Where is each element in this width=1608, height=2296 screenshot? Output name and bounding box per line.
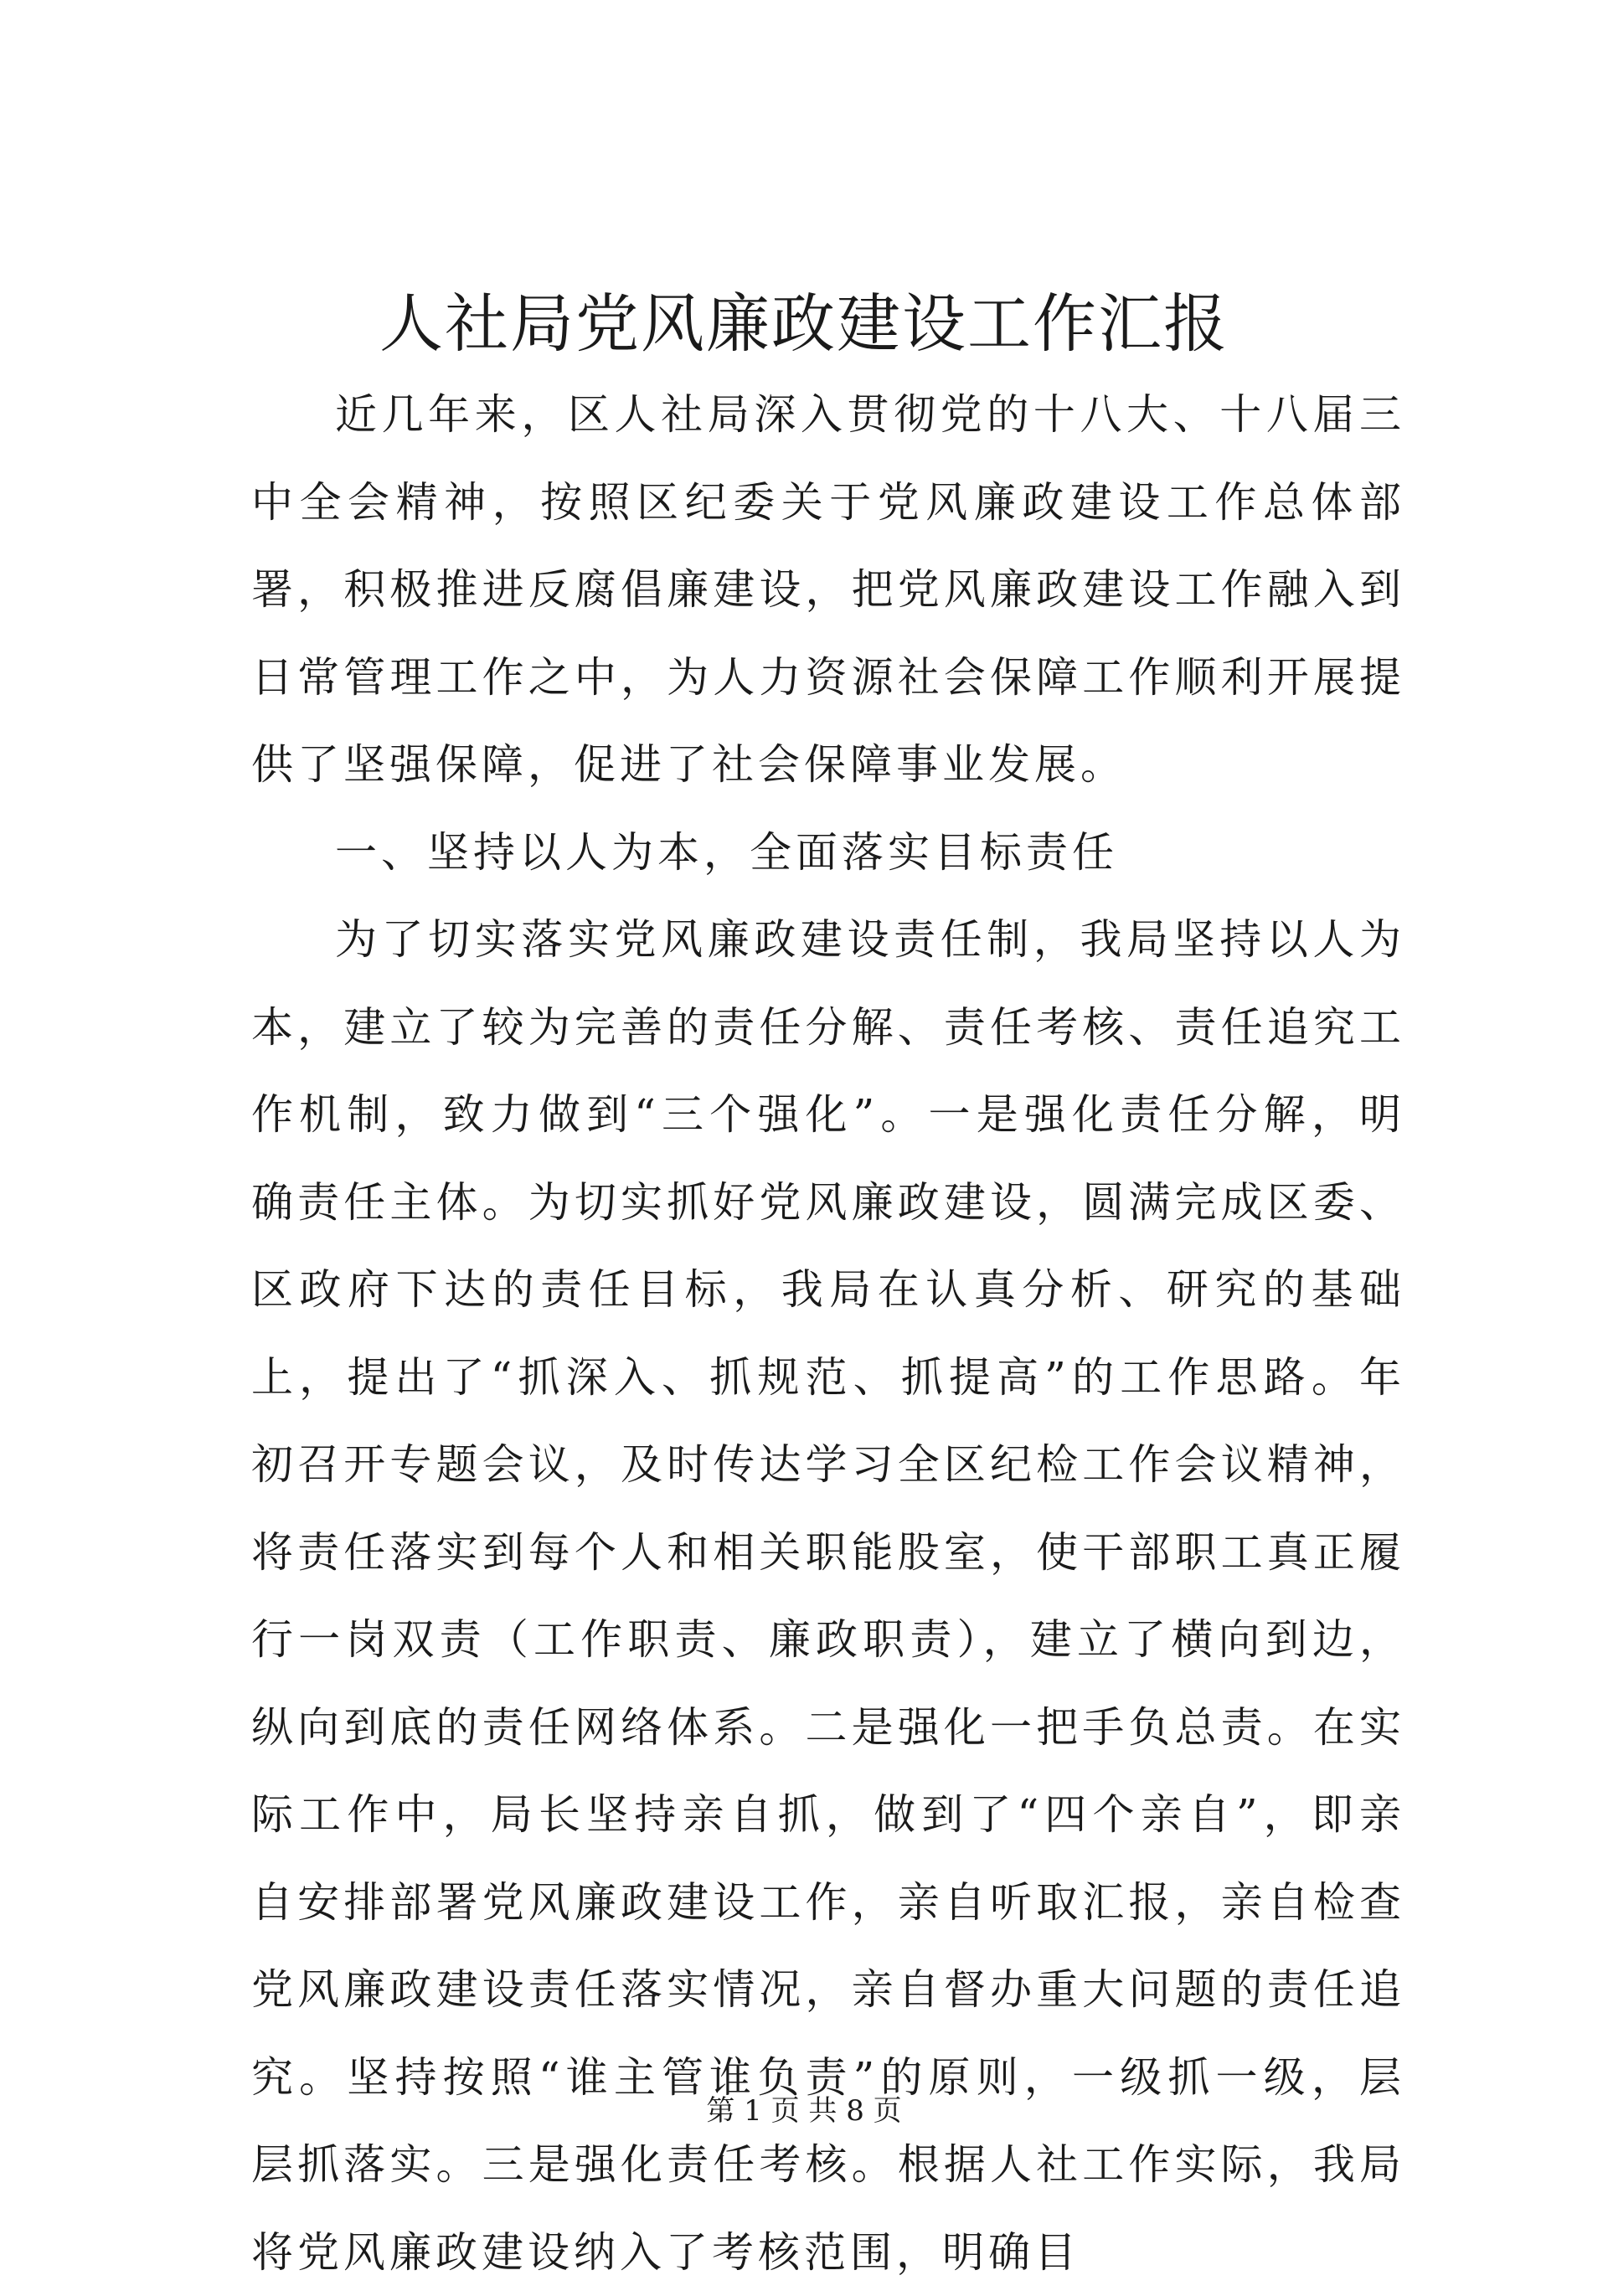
page-footer: 第 1 页 共 8 页 <box>706 2094 902 2128</box>
document-title: 人社局党风廉政建设工作汇报 <box>379 286 1229 361</box>
section-heading-1: 一、坚持以人为本，全面落实目标责任 <box>335 827 1118 877</box>
document-body <box>251 371 1405 2296</box>
paragraph-section-1: 为了切实落实党风廉政建设责任制，我局坚持以人为本，建立了较为完善的责任分解、责任考核、责任追究工作机制，致力做到“三个强化”。一是强化责任分解，明确责任主体。为切实抓好党风廉政建设，圆满完成区委、区政府下达的责任目标，我局在认真分析、研究的基础上，提出了“抓深入、抓规范、抓提高”的工作思路。年初召开专题会议，及时传达学习全区纪检工作会议精神，将责任落实到每个人和相关职能股室，使干部职工真正履行一岗双责（工作职责、廉政职责），建立了横向到边，纵向到底的责任网络体系。二是强化一把手负总责。在实际工作中，局长坚持亲自抓，做到了“四个亲自”，即亲自安排部署党风廉政建设工作，亲自听取汇报，亲自检查党风廉政建设责任落实情况，亲自督办重大问题的责任追究。坚持按照“谁主管谁负责”的原则，一级抓一级，层层抓落实。三是强化责任考核。根据人社工作实际，我局将党风廉政建设纳入了考核范围，明确目 <box>251 915 1405 2277</box>
paragraph-intro: 近几年来，区人社局深入贯彻党的十八大、十八届三中全会精神，按照区纪委关于党风廉政建设工作总体部署，积极推进反腐倡廉建设，把党风廉政建设工作融入到日常管理工作之中，为人力资源社会保障工作顺利开展提供了坚强保障，促进了社会保障事业发展。 <box>251 390 1405 789</box>
